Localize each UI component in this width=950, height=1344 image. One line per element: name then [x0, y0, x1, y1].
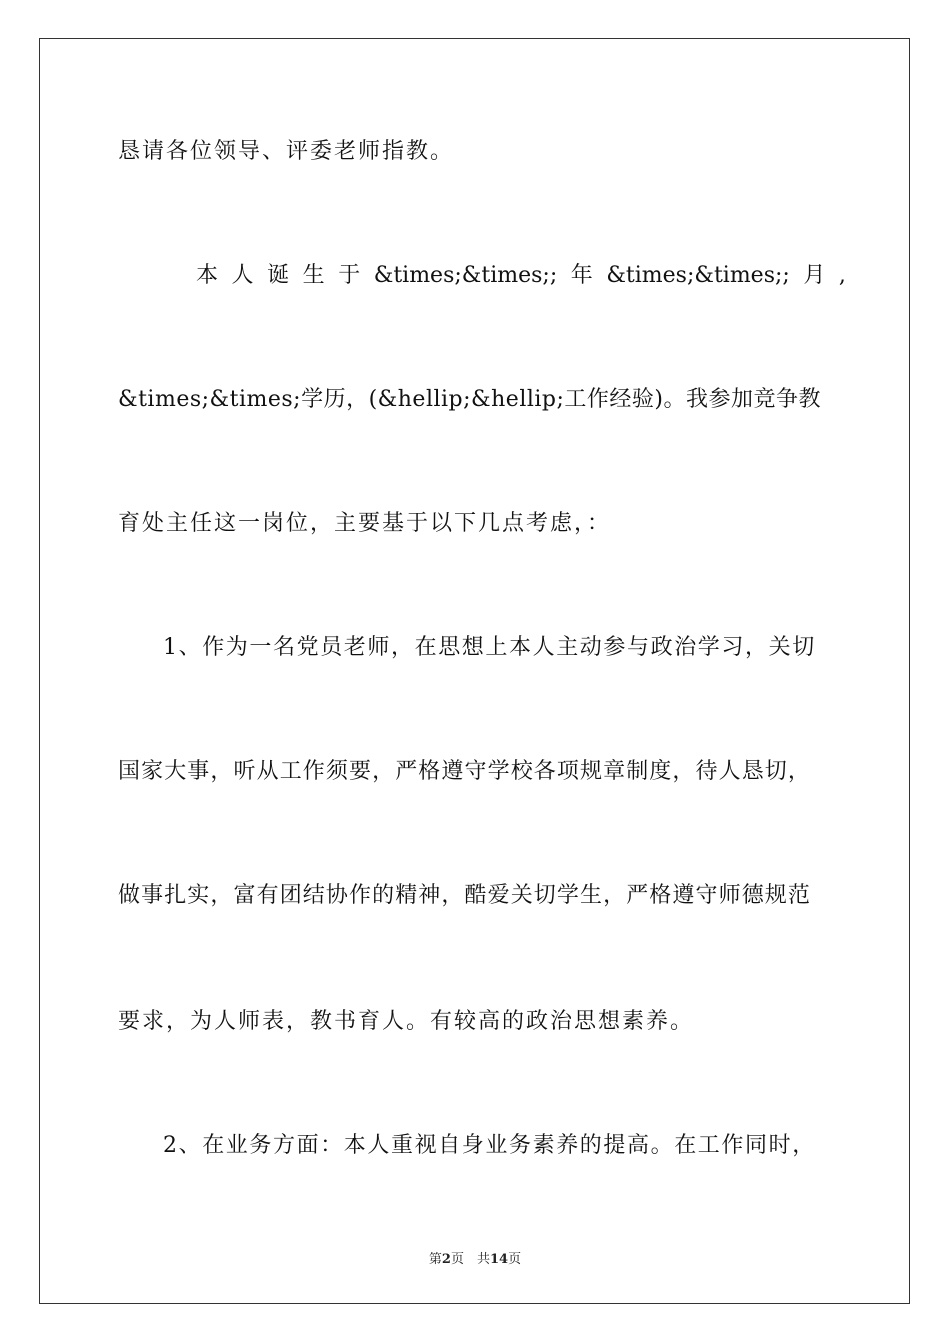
spaced-word: 诞 [267, 263, 290, 288]
spaced-word: 人 [231, 263, 254, 288]
page-border [39, 38, 910, 1304]
text-line-1: 恳请各位领导、评委老师指教。 [118, 139, 455, 164]
footer-current-page: 2 [441, 1252, 451, 1267]
spaced-word: 本 [196, 263, 219, 288]
footer-prefix: 第 [428, 1252, 442, 1267]
footer-suffix: 页 [508, 1252, 522, 1267]
spaced-word: &times;&times;; [373, 263, 558, 288]
spaced-word: 生 [302, 263, 325, 288]
text-line-spaced [196, 262, 846, 290]
text-line-7: 做事扎实，富有团结协作的精神，酷爱关切学生，严格遵守师德规范 [118, 883, 812, 908]
spaced-word: 月 [803, 263, 826, 288]
text-line-8: 要求，为人师表，教书育人。有较高的政治思想素养。 [118, 1009, 695, 1034]
text-line-3: &times;&times;学历，(&hellip;&hellip;工作经验)。我参加竞争教 [118, 387, 822, 412]
spaced-word: 年 [570, 263, 593, 288]
page-footer [0, 1248, 950, 1267]
spaced-word: 于 [338, 263, 361, 288]
spaced-word: , [838, 263, 846, 288]
spaced-word: &times;&times;; [606, 263, 790, 288]
footer-mid: 页 共 [450, 1252, 490, 1267]
text-line-9: 2、在业务方面：本人重视自身业务素养的提高。在工作同时， [163, 1133, 816, 1158]
text-line-4: 育处主任这一岗位，主要基于以下几点考虑，： [118, 511, 612, 536]
text-line-6: 国家大事，听从工作须要，严格遵守学校各项规章制度，待人恳切， [118, 759, 812, 784]
footer-total-pages: 14 [489, 1252, 509, 1267]
text-line-5: 1、作为一名党员老师，在思想上本人主动参与政治学习，关切 [163, 635, 816, 660]
